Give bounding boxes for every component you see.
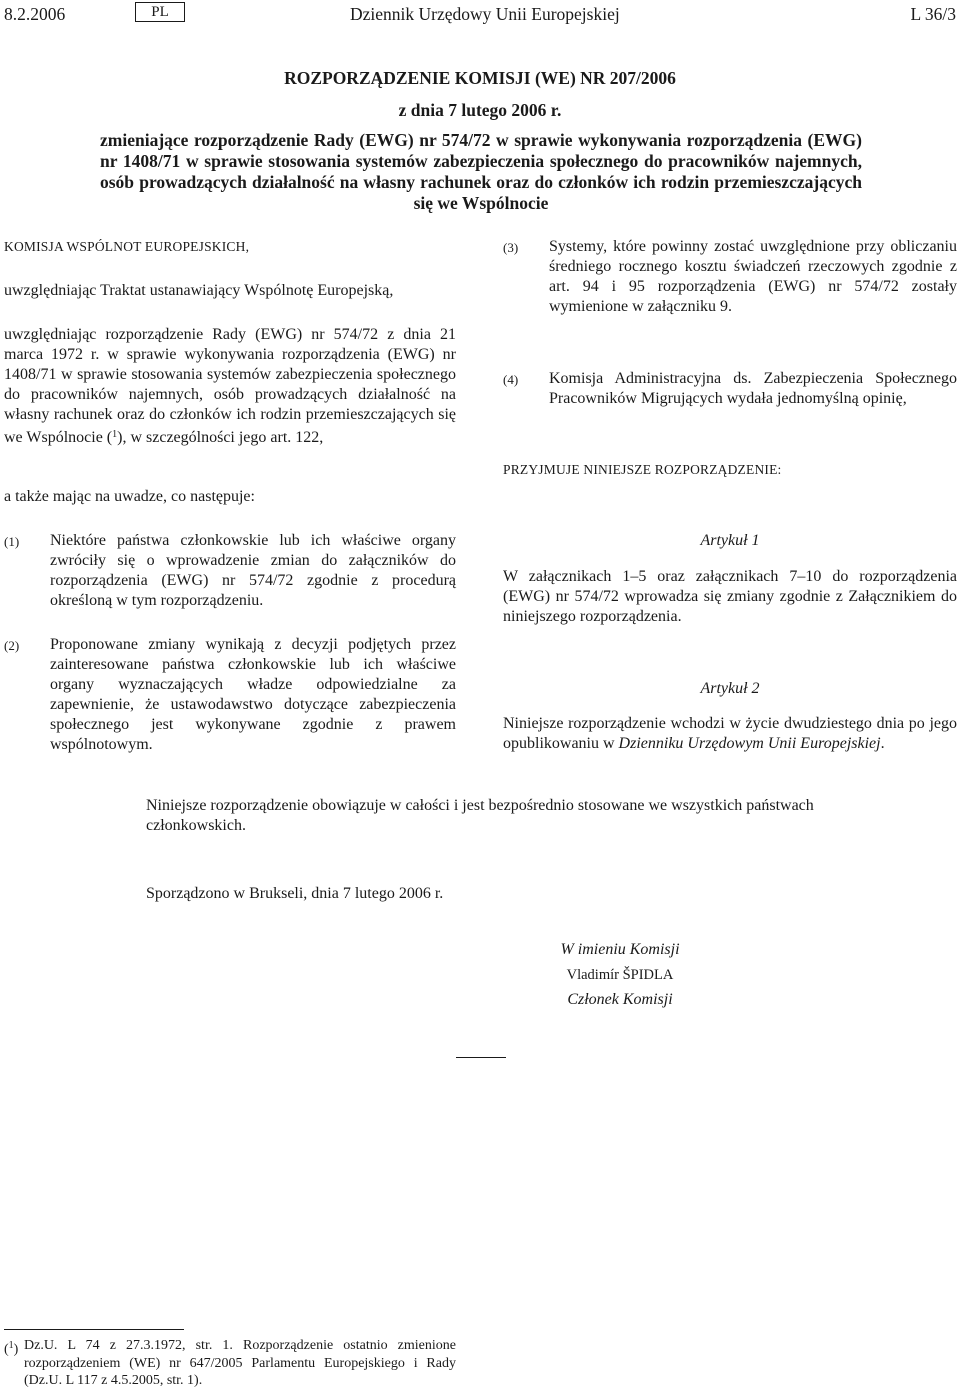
enacting-formula: PRZYJMUJE NINIEJSZE ROZPORZĄDZENIE: bbox=[503, 462, 782, 477]
recital-number: (4) bbox=[503, 372, 519, 387]
language-badge: PL bbox=[135, 2, 185, 22]
institution: KOMISJA WSPÓLNOT EUROPEJSKICH, bbox=[4, 239, 250, 254]
signature-for: W imieniu Komisji bbox=[560, 941, 680, 958]
signatory-role: Członek Komisji bbox=[567, 991, 673, 1008]
journal-name-italic: Dzienniku Urzędowym Unii Europejskiej bbox=[618, 735, 881, 752]
whereas-intro: a także mając na uwadze, co następuje: bbox=[4, 488, 255, 505]
footnote-rule bbox=[4, 1329, 184, 1330]
footnote-reference: 1 bbox=[112, 429, 118, 440]
article-1-text: W załącznikach 1–5 oraz załącznikach 7–10 do rozporządzenia (EWG) nr 574/72 wprowadza się zmiany zgodnie z Załącznikiem do niniejszego rozporządzenia. bbox=[503, 568, 957, 625]
recital-number: (3) bbox=[503, 240, 519, 255]
footnote-mark: ($^1$) bbox=[4, 1340, 19, 1357]
regulation-subject: zmieniające rozporządzenie Rady (EWG) nr 574/72 w sprawie wykonywania rozporządzenia (EWG) nr 1408/71 w sprawie stosowania systemów zabezpieczenia społecznego do pracowników najemnych, osób prowadzących działalność na własny rachunek oraz do członków ich rodzin przemieszczających się we Wspólnocie bbox=[100, 130, 862, 213]
header-date: 8.2.2006 bbox=[4, 4, 66, 24]
article-1-title: Artykuł 1 bbox=[700, 532, 760, 549]
done-at: Sporządzono w Brukseli, dnia 7 lutego 2006 r. bbox=[146, 885, 444, 902]
recital-text: Niektóre państwa członkowskie lub ich właściwe organy zwróciły się o wprowadzenie zmian do załączników do rozporządzenia (EWG) nr 574/72 zgodnie z procedurą określoną w tym rozporządzeniu. bbox=[50, 532, 456, 609]
end-rule bbox=[456, 1057, 506, 1058]
footnote-text: Dz.U. L 74 z 27.3.1972, str. 1. Rozporządzenie ostatnio zmienione rozporządzeniem (WE) nr 647/2005 Parlamentu Europejskiego i Rady (Dz.U. L 117 z 4.5.2005, str. 1). bbox=[24, 1338, 456, 1388]
recital-number: (2) bbox=[4, 638, 20, 653]
recital-text: Komisja Administracyjna ds. Zabezpieczenia Społecznego Pracowników Migrujących wydała jednomyślną opinię, bbox=[549, 370, 957, 407]
article-2-text: Niniejsze rozporządzenie wchodzi w życie dwudziestego dnia po jego opublikowaniu w Dzienniku Urzędowym Unii Europejskiej. bbox=[503, 715, 957, 752]
recital-text: Proponowane zmiany wynikają z decyzji podjętych przez zainteresowane państwa członkowskie lub ich właściwe organy wyznaczających władze odpowiedzialne za zapewnienie, że ustawodawstwo dotyczące zabezpieczenia społecznego jest wykonywane zgodnie z prawem wspólnotowym. bbox=[50, 636, 456, 753]
having-regard-treaty: uwzględniając Traktat ustanawiający Wspólnotę Europejską, bbox=[4, 282, 394, 299]
recital-number: (1) bbox=[4, 534, 20, 549]
page-reference: L 36/3 bbox=[910, 4, 956, 24]
recital-text: Systemy, które powinny zostać uwzględnione przy obliczaniu średniego rocznego kosztu świadczeń rzeczowych zgodnie z art. 94 i 95 rozporządzenia (EWG) nr 574/72 zostały wymienione w załączniku 9. bbox=[549, 238, 957, 315]
binding-clause: Niniejsze rozporządzenie obowiązuje w całości i jest bezpośrednio stosowane we wszystkich państwach członkowskich. bbox=[146, 797, 814, 834]
journal-title: Dziennik Urzędowy Unii Europejskiej bbox=[350, 4, 620, 24]
regulation-title: ROZPORZĄDZENIE KOMISJI (WE) NR 207/2006 bbox=[284, 68, 676, 88]
having-regard-regulation: uwzględniając rozporządzenie Rady (EWG) nr 574/72 z dnia 21 marca 1972 r. w sprawie wykonywania rozporządzenia (EWG) nr 1408/71 w sprawie stosowania systemów zabezpieczenia społecznego do pracowników najemnych, osób prowadzących działalność na własny rachunek oraz do członków ich rodzin przemieszczających się we Wspólnocie ($^1$), w szczególności jego art. 122, bbox=[4, 326, 456, 446]
signatory-name: Vladimír ŠPIDLA bbox=[566, 967, 674, 983]
regulation-date: z dnia 7 lutego 2006 r. bbox=[398, 100, 562, 120]
article-2-title: Artykuł 2 bbox=[700, 680, 760, 697]
